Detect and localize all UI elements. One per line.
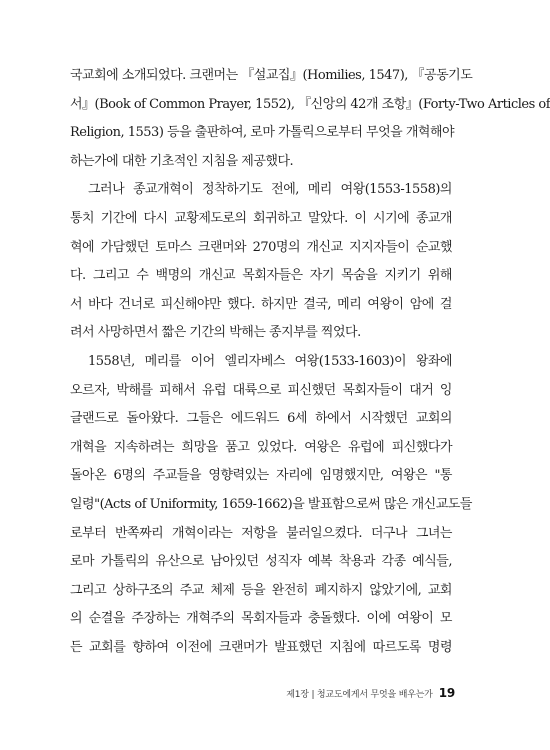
body-line: 다. 그리고 수 백명의 개신교 목회자들은 자기 목숨을 지키기 위해 (70, 268, 452, 284)
body-line: 서』(Book of Common Prayer, 1552), 『신앙의 42개 조항』(Forty-Two Articles of (70, 96, 550, 112)
page-footer (0, 686, 455, 700)
body-line: 로마 가톨릭의 유산으로 남아있던 성직자 예복 착용과 각종 예식들, (70, 554, 452, 570)
body-line: 오르자, 박해를 피해서 유럽 대륙으로 피신했던 목회자들이 대거 잉 (70, 382, 452, 398)
body-text (70, 62, 550, 662)
body-line: 통치 기간에 다시 교황제도로의 회귀하고 말았다. 이 시기에 종교개 (70, 210, 452, 226)
chapter-label: 제1장 | 청교도에게서 무엇을 배우는가 (286, 690, 433, 700)
body-line: 로부터 반쪽짜리 개혁이라는 저항을 불러일으켰다. 더구나 그녀는 (70, 525, 452, 541)
body-line: 1558년, 메리를 이어 엘리자베스 여왕(1533-1603)이 왕좌에 (88, 353, 452, 369)
body-line: 서 바다 건너로 피신해야만 했다. 하지만 결국, 메리 여왕이 암에 걸 (70, 296, 452, 312)
body-line: 그러나 종교개혁이 정착하기도 전에, 메리 여왕(1553-1558)의 (88, 182, 452, 198)
page-number: 19 (438, 686, 455, 700)
body-line: 하는가에 대한 기초적인 지침을 제공했다. (70, 153, 294, 169)
body-line: Religion, 1553) 등을 출판하여, 로마 가톨릭으로부터 무엇을 개혁해야 (70, 125, 455, 141)
body-line: 든 교회를 향하여 이전에 크랜머가 발표했던 지침에 따르도록 명령 (70, 639, 452, 655)
body-line: 혁에 가담했던 토마스 크랜머와 270명의 개신교 지지자들이 순교했 (70, 239, 452, 255)
body-line: 려서 사망하면서 짧은 기간의 박해는 종지부를 찍었다. (70, 325, 361, 341)
body-line: 글랜드로 돌아왔다. 그들은 에드워드 6세 하에서 시작했던 교회의 (70, 411, 452, 427)
body-line: 의 순결을 주장하는 개혁주의 목회자들과 충돌했다. 이에 여왕이 모 (70, 611, 452, 627)
body-line: 국교회에 소개되었다. 크랜머는 『설교집』(Homilies, 1547), 『공동기도 (70, 68, 473, 83)
body-line: 일령"(Acts of Uniformity, 1659-1662)을 발표함으로써 많은 개신교도들 (70, 496, 472, 512)
body-line: 개혁을 지속하려는 희망을 품고 있었다. 여왕은 유럽에 피신했다가 (70, 439, 452, 455)
body-line: 그리고 상하구조의 주교 체제 등을 완전히 폐지하지 않았기에, 교회 (70, 582, 452, 598)
body-line: 돌아온 6명의 주교들을 영향력있는 자리에 임명했지만, 여왕은 "통 (70, 468, 452, 484)
